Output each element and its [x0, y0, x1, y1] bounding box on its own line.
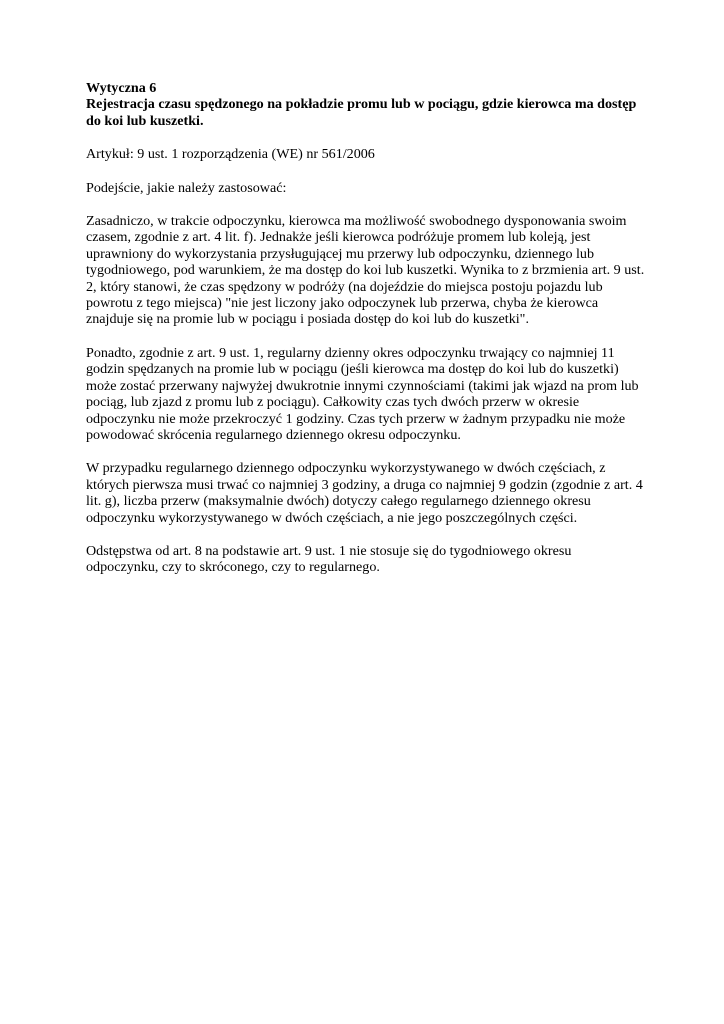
guideline-number: Wytyczna 6: [86, 80, 157, 96]
paragraph-interruptions: Ponadto, zgodnie z art. 9 ust. 1, regularny dzienny okres odpoczynku trwający co najmniej 11 godzin spędzanych na promie lub w pociągu (jeśli kierowca ma dostęp do koi lub do kuszetki) może zostać przerwany najwyżej dwukrotnie innymi czynnościami (takimi jak wjazd na prom lub pociąg, lub zjazd z promu lub z pociągu). Całkowity czas tych dwóch przerw w okresie odpoczynku nie może przekroczyć 1 godziny. Czas tych przerw w żadnym przypadku nie może powodować skrócenia regularnego dziennego okresu odpoczynku.: [86, 344, 639, 443]
paragraph-weekly-rest: Odstępstwa od art. 8 na podstawie art. 9 ust. 1 nie stosuje się do tygodniowego okresu odpoczynku, czy to skróconego, czy to regularnego.: [86, 542, 572, 576]
paragraph-split-rest: W przypadku regularnego dziennego odpoczynku wykorzystywanego w dwóch częściach, z których pierwsza musi trwać co najmniej 3 godziny, a druga co najmniej 9 godzin (zgodnie z art. 4 lit. g), liczba przerw (maksymalnie dwóch) dotyczy całego regularnego dziennego okresu odpoczynku wykorzystywanego w dwóch częściach, a nie jego poszczególnych części.: [86, 460, 643, 526]
guideline-title: Rejestracja czasu spędzonego na pokładzie promu lub w pociągu, gdzie kierowca ma dostęp do koi lub kuszetki.: [86, 96, 637, 129]
approach-label: Podejście, jakie należy zastosować:: [86, 179, 287, 196]
document-page: [86, 80, 646, 593]
article-reference: Artykuł: 9 ust. 1 rozporządzenia (WE) nr 561/2006: [86, 146, 375, 163]
paragraph-rest-rules: Zasadniczo, w trakcie odpoczynku, kierowca ma możliwość swobodnego dysponowania swoim czasem, zgodnie z art. 4 lit. f). Jednakże jeśli kierowca podróżuje promem lub koleją, jest uprawniony do wykorzystania przysługującej mu przerwy lub odpoczynku, dziennego lub tygodniowego, pod warunkiem, że ma dostęp do koi lub kuszetki. Wynika to z brzmienia art. 9 ust. 2, który stanowi, że czas spędzony w podróży (na dojeździe do miejsca postoju pojazdu lub powrotu z tego miejsca) "nie jest liczony jako odpoczynek lub przerwa, chyba że kierowca znajduje się na promie lub w pociągu i posiada dostęp do koi lub do kuszetki".: [86, 213, 645, 328]
